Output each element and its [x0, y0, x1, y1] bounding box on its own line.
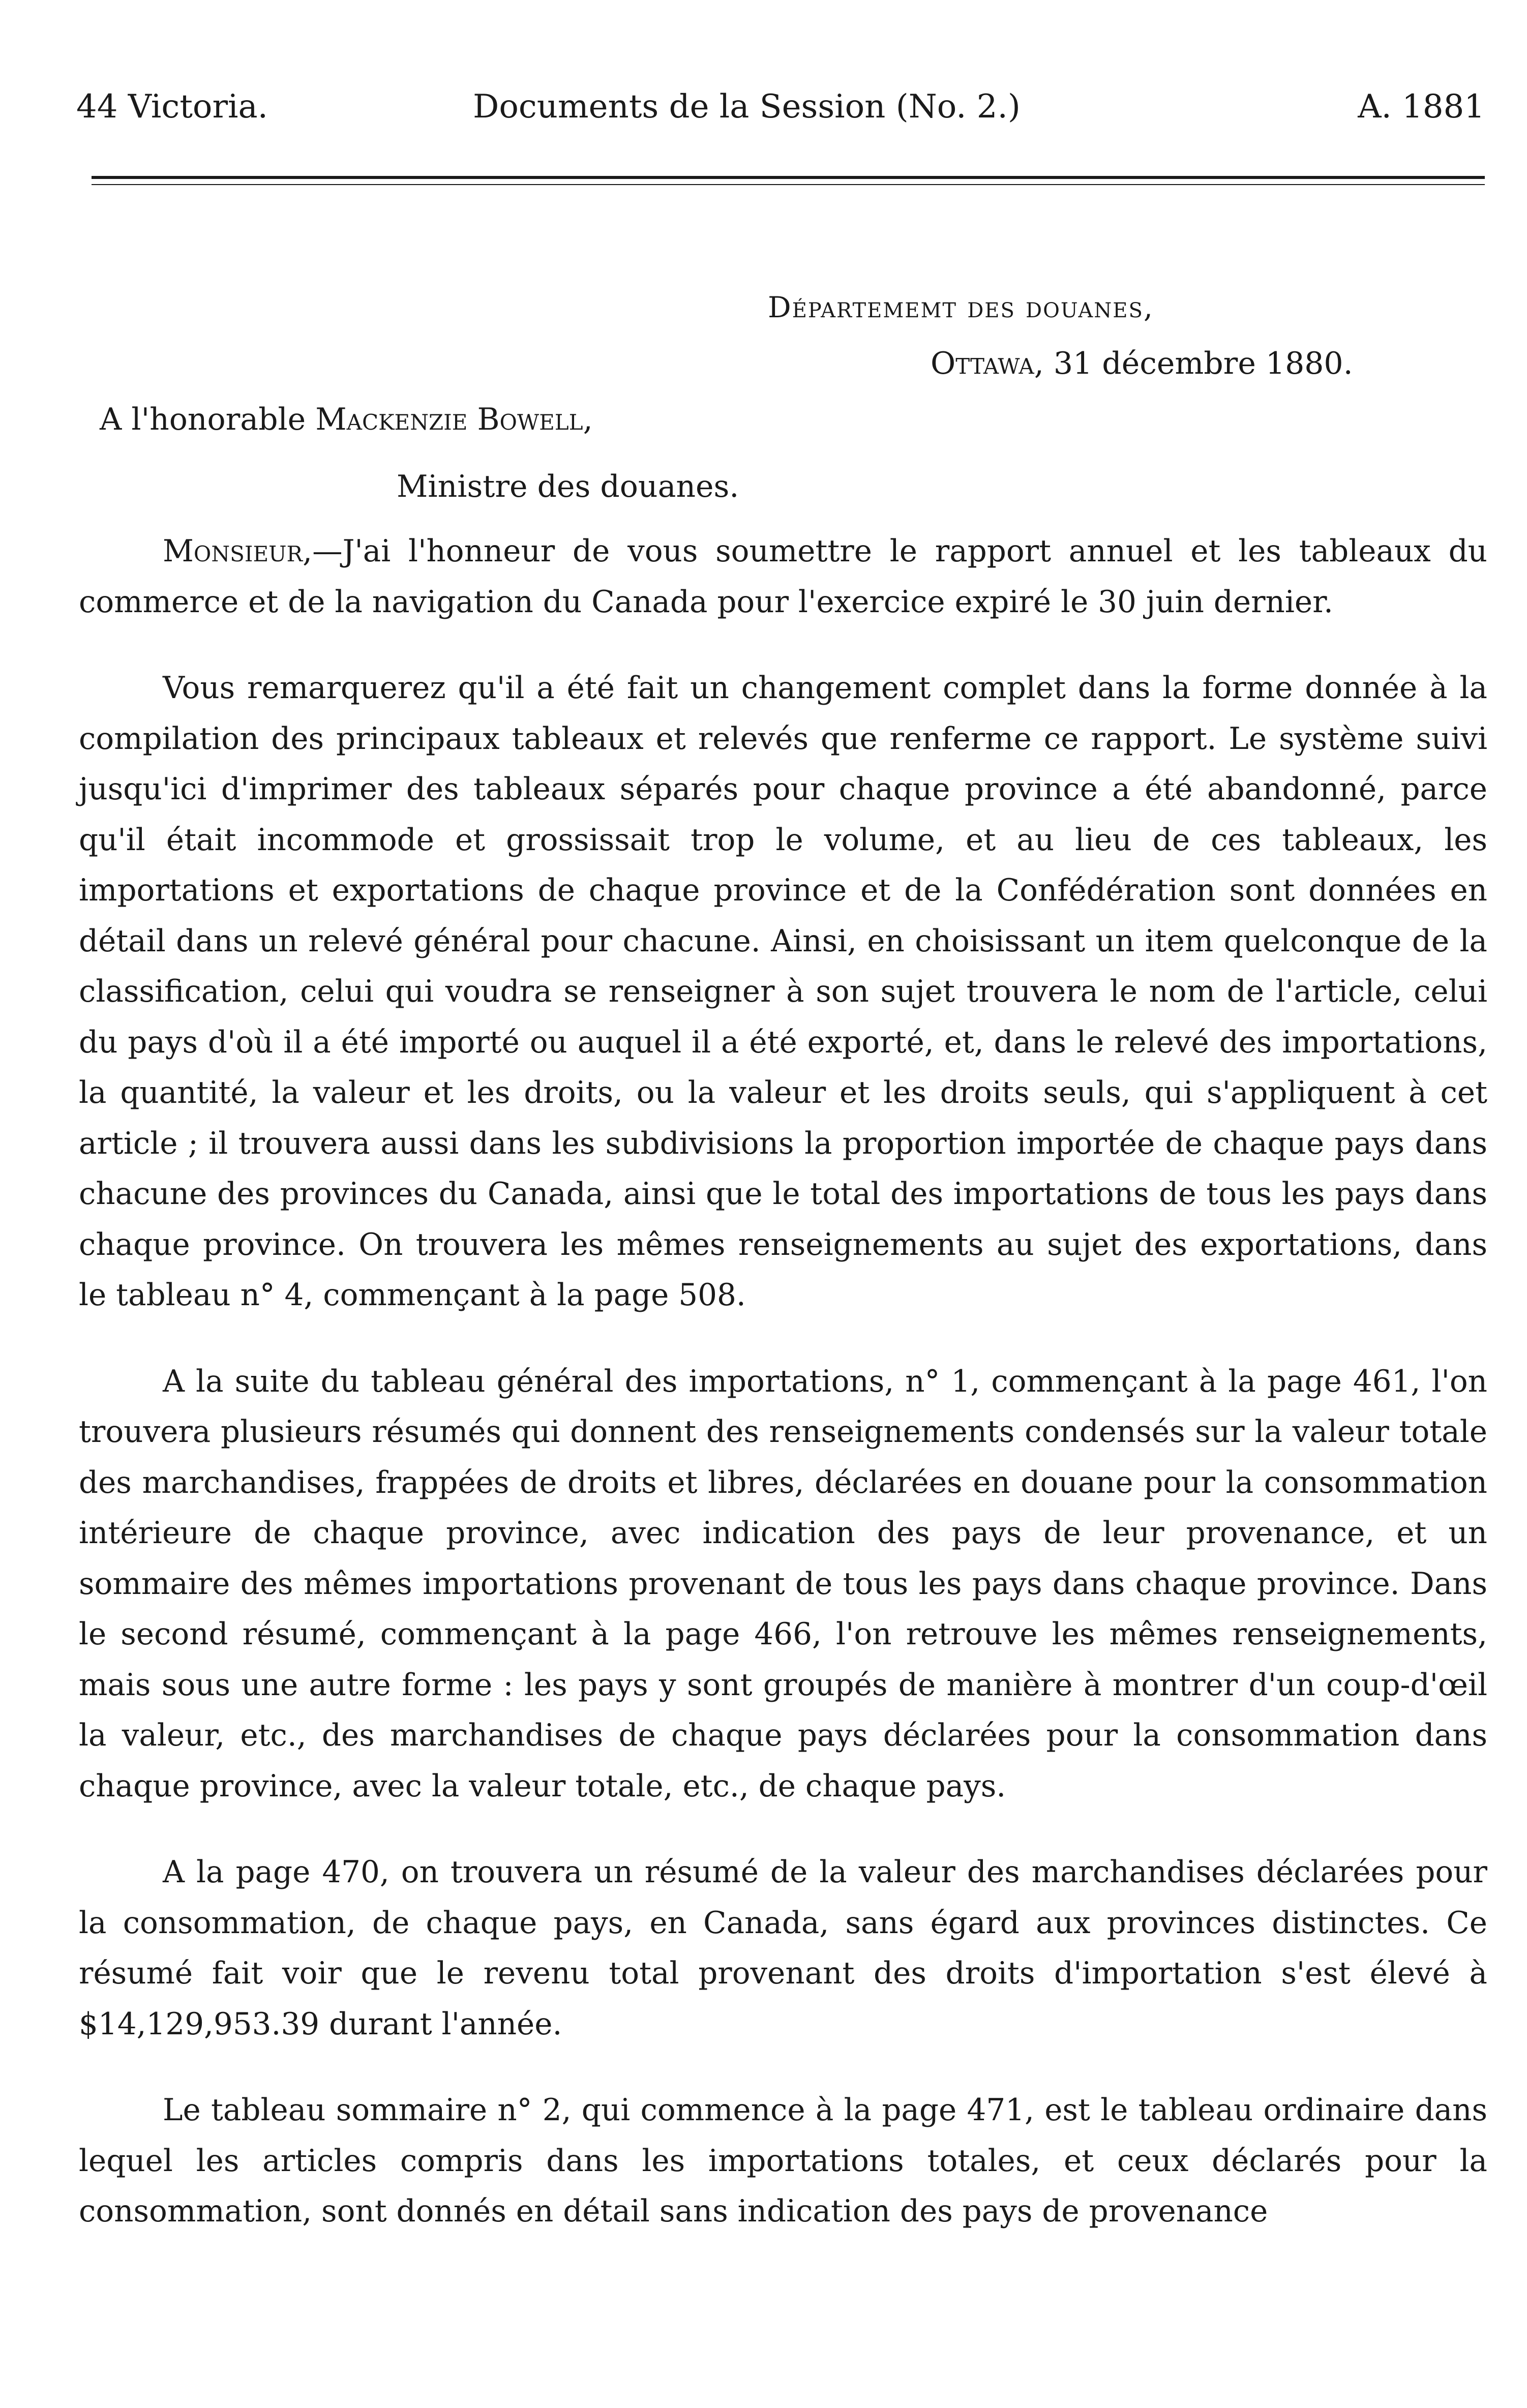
paragraph: Le tableau sommaire n° 2, qui commence à la page 471, est le tableau ordinaire dans lequel les articles compris dans les importations totales, et ceux déclarés pour la consommation, sont donnés en détail sans indication des pays de provenance — [79, 2093, 1487, 2229]
paragraph — [79, 526, 1487, 627]
header-rule-thick — [92, 176, 1485, 179]
paragraph: Vous remarquerez qu'il a été fait un changement complet dans la forme donnée à la compilation des principaux tableaux et relevés que renferme ce rapport. Le système suivi jusqu'ici d'imprimer des tableaux séparés pour chaque province a été abandonné, parce qu'il était incommode et grossissait trop le volume, et au lieu de ces tableaux, les importations et exportations de chaque province et de la Confédération sont données en détail dans un relevé général pour chacune. Ainsi, en choisissant un item quelconque de la classification, celui qui voudra se renseigner à son sujet trouvera le nom de l'article, celui du pays d'où il a été importé ou auquel il a été exporté, et, dans le relevé des importations, la quantité, la valeur et les droits, ou la valeur et les droits seuls, qui s'appliquent à cet article ; il trouvera aussi dans les subdivisions la proportion importée de chaque pays dans chacune des provinces du Canada, ainsi que le total des importations de tous les pays dans chaque province. On trouvera les mêmes renseignements au sujet des exportations, dans le tableau n° 4, commençant à la page 508. — [79, 671, 1487, 1313]
paragraph-text: —J'ai l'honneur de vous soumettre le rapport annuel et les tableaux du commerce et de la navigation du Canada pour l'exercice expiré le 30 juin dernier. — [79, 534, 1487, 620]
salutation: Monsieur, — [163, 534, 313, 569]
paragraph: A la page 470, on trouvera un résumé de la valeur des marchandises déclarées pour la consommation, de chaque pays, en Canada, sans égard aux provinces distinctes. Ce résumé fait voir que le revenu total provenant des droits d'importation s'est élevé à $14,129,953.39 durant l'année. — [79, 1855, 1487, 2042]
header-rule-thin — [92, 184, 1485, 185]
letter-city: Ottawa, — [931, 346, 1044, 381]
running-header — [76, 81, 1485, 132]
addressee-name: Mackenzie Bowell, — [315, 402, 593, 437]
letter-addressee — [100, 402, 593, 437]
addressee-prefix: A l'honorable — [100, 402, 316, 437]
letter-body — [79, 526, 1487, 2273]
letter-date: 31 décembre 1880. — [1043, 346, 1353, 381]
letter-department: Départememt des douanes, — [768, 291, 1154, 324]
addressee-title: Ministre des douanes. — [397, 469, 739, 504]
header-title: Documents de la Session (No. 2.) — [473, 88, 1021, 126]
letter-place-date — [931, 346, 1353, 381]
header-year: A. 1881 — [1358, 88, 1485, 126]
paragraph: A la suite du tableau général des importations, n° 1, commençant à la page 461, l'on trouvera plusieurs résumés qui donnent des renseignements condensés sur la valeur totale des marchandises, frappées de droits et libres, déclarées en douane pour la consommation intérieure de chaque province, avec indication des pays de leur provenance, et un sommaire des mêmes importations provenant de tous les pays dans chaque province. Dans le second résumé, commençant à la page 466, l'on retrouve les mêmes renseignements, mais sous une autre forme : les pays y sont groupés de manière à montrer d'un coup-d'œil la valeur, etc., des marchandises de chaque pays déclarées pour la consommation dans chaque province, avec la valeur totale, etc., de chaque pays. — [79, 1364, 1487, 1804]
header-volume: 44 Victoria. — [76, 88, 268, 126]
